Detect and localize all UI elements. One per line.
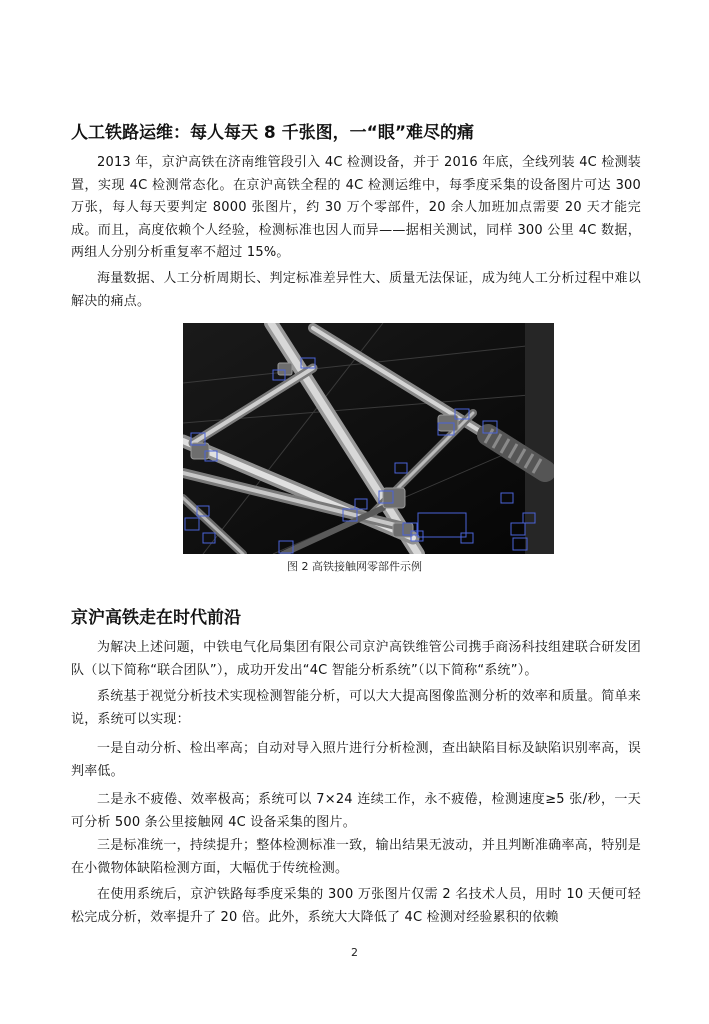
paragraph: 一是自动分析、检出率高；自动对导入照片进行分析检测，查出缺陷目标及缺陷识别率高，误判率低。 — [71, 741, 641, 779]
catenary-parts-photo — [183, 323, 554, 554]
paragraph: 在使用系统后，京沪铁路每季度采集的 300 万张图片仅需 2 名技术人员，用时 10 天便可轻松完成分析，效率提升了 20 倍。此外，系统大大降低了 4C 检测对经验累积的依赖 — [71, 887, 641, 925]
section-heading-manual-maintenance: 人工铁路运维：每人每天 8 千张图，一“眼”难尽的痛 — [71, 123, 475, 143]
paragraph: 三是标准统一，持续提升；整体检测标准一致，输出结果无波动，并且判断准确率高，特别是在小微物体缺陷检测方面，大幅优于传统检测。 — [71, 838, 641, 876]
paragraph: 为解决上述问题，中铁电气化局集团有限公司京沪高铁维管公司携手商汤科技组建联合研发团队（以下简称“联合团队”），成功开发出“4C 智能分析系统”（以下简称“系统”）。 — [71, 640, 641, 678]
paragraph: 系统基于视觉分析技术实现检测智能分析，可以大大提高图像监测分析的效率和质量。简单来说，系统可以实现： — [71, 689, 641, 727]
figure-caption: 图 2 高铁接触网零部件示例 — [287, 560, 422, 573]
page-number: 2 — [351, 946, 358, 959]
section-heading-jinghu-leading: 京沪高铁走在时代前沿 — [71, 608, 241, 628]
paragraph: 2013 年，京沪高铁在济南维管段引入 4C 检测设备，并于 2016 年底，全线列装 4C 检测装置，实现 4C 检测常态化。在京沪高铁全程的 4C 检测运维中，每季度采集的设备图片可达 300 万张，每人每天要判定 8000 张图片，约 30 万个零部件，20 余人加班加点需要 20 天才能完成。而且，高度依赖个人经验，检测标准也因人而异——据相关测试，同样 300 公里 4C 数据，两组人分别分析重复率不超过 15%。 — [71, 155, 641, 260]
paragraph: 二是永不疲倦、效率极高；系统可以 7×24 连续工作，永不疲倦，检测速度≥5 张/秒，一天可分析 500 条公里接触网 4C 设备采集的图片。 — [71, 792, 641, 830]
paragraph: 海量数据、人工分析周期长、判定标准差异性大、质量无法保证，成为纯人工分析过程中难以解决的痛点。 — [71, 271, 641, 309]
